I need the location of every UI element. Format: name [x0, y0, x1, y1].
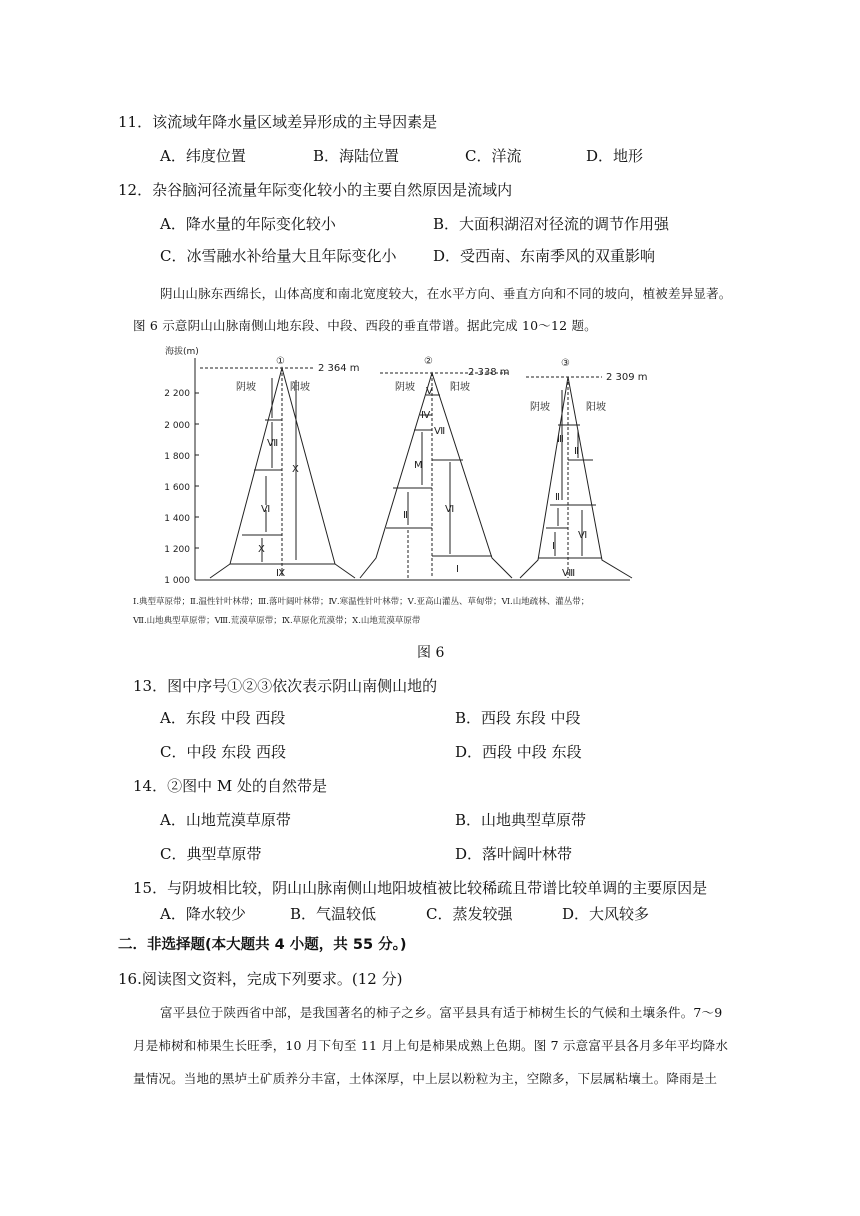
mountain-3-id: ③ — [561, 358, 570, 369]
q13-option-a: A．东段 中段 西段 — [160, 709, 286, 727]
mountain-2-id: ② — [424, 356, 433, 367]
mountain-2-peak: 2 338 m — [468, 367, 510, 378]
q12-option-b: B．大面积湖沼对径流的调节作用强 — [433, 215, 670, 233]
q13-option-c: C．中段 东段 西段 — [160, 743, 287, 761]
mountain-1-sunny: 阳坡 — [290, 382, 310, 393]
q16-paragraph-line-1: 富平县位于陕西省中部，是我国著名的柿子之乡。富平县具有适于柿树生长的气候和土壤条件。7～9 — [160, 1005, 723, 1020]
q13-stem: 13．图中序号①②③依次表示阴山南侧山地的 — [133, 677, 438, 695]
intro-line-1: 阴山山脉东西绵长，山体高度和南北宽度较大，在水平方向、垂直方向和不同的坡向，植被差异显著。 — [160, 286, 732, 301]
m2-zone-label: Ⅴ — [426, 386, 433, 397]
mountain-2 — [360, 373, 512, 578]
q11-option-a: A．纬度位置 — [160, 147, 246, 165]
m2-zone-label: Ⅳ — [421, 410, 431, 421]
q14-option-a: A．山地荒漠草原带 — [160, 811, 291, 829]
m1-zone-label: Ⅹ — [292, 464, 299, 475]
m3-zone-label: Ⅱ — [574, 446, 579, 457]
q11-stem: 11．该流域年降水量区域差异形成的主导因素是 — [118, 113, 438, 131]
y-tick-1600: 1 600 — [164, 483, 190, 493]
mountain-3-sunny: 阳坡 — [586, 402, 606, 413]
m2-zone-label: M — [414, 460, 423, 471]
m1-zone-label: Ⅵ — [261, 504, 271, 515]
y-tick-2200: 2 200 — [164, 389, 190, 399]
y-tick-1800: 1 800 — [164, 452, 190, 462]
q15-option-a: A．降水较少 — [160, 905, 246, 923]
m3-zone-label: Ⅵ — [578, 530, 588, 541]
m3-zone-label: Ⅷ — [562, 568, 576, 579]
y-tick-1400: 1 400 — [164, 514, 190, 524]
figure-legend-line-2: Ⅶ.山地典型草原带；Ⅷ.荒漠草原带；Ⅸ.草原化荒漠带；Ⅹ.山地荒漠草原带 — [133, 616, 421, 626]
q12-option-a: A．降水量的年际变化较小 — [160, 215, 336, 233]
q11-option-d: D．地形 — [586, 147, 644, 165]
m2-zone-label: Ⅱ — [403, 510, 408, 521]
m3-zone-label: Ⅲ — [557, 434, 564, 445]
m2-zone-label: Ⅶ — [434, 426, 446, 437]
q16-paragraph-line-2: 月是柿树和柿果生长旺季，10 月下旬至 11 月上旬是柿果成熟上色期。图 7 示意富平县各月多年平均降水 — [133, 1038, 729, 1053]
q12-option-c: C．冰雪融水补给量大且年际变化小 — [160, 247, 397, 265]
vertical-zonation-figure — [150, 340, 650, 590]
m2-zone-label: Ⅰ — [456, 564, 459, 575]
q14-stem: 14．②图中 M 处的自然带是 — [133, 777, 327, 795]
mountain-1-peak: 2 364 m — [318, 363, 360, 374]
y-tick-1200: 1 200 — [164, 545, 190, 555]
mountain-1-id: ① — [276, 356, 285, 367]
mountain-2-sunny: 阳坡 — [450, 382, 470, 393]
figure-caption: 图 6 — [417, 645, 445, 661]
mountain-1-shady: 阴坡 — [236, 382, 256, 393]
q14-option-b: B．山地典型草原带 — [455, 811, 587, 829]
y-axis-title: 海拔(m) — [165, 347, 199, 357]
q11-option-b: B．海陆位置 — [313, 147, 400, 165]
q14-option-d: D．落叶阔叶林带 — [455, 845, 573, 863]
intro-line-2: 图 6 示意阴山山脉南侧山地东段、中段、西段的垂直带谱。据此完成 10～12 题。 — [133, 318, 597, 333]
q15-option-c: C．蒸发较强 — [426, 905, 513, 923]
mountain-3-shady: 阴坡 — [530, 402, 550, 413]
mountain-3-peak: 2 309 m — [606, 372, 648, 383]
m1-zone-label: Ⅹ — [258, 544, 265, 555]
q16-paragraph-line-3: 量情况。当地的黑垆土矿质养分丰富，土体深厚，中上层以粉粒为主，空隙多，下层属粘壤土。降雨是土 — [133, 1071, 718, 1086]
section-2-title: 二．非选择题(本大题共 4 小题，共 55 分。) — [118, 937, 407, 953]
mountain-2-shady: 阴坡 — [395, 382, 415, 393]
mountain-1 — [200, 368, 355, 578]
q13-option-b: B．西段 东段 中段 — [455, 709, 581, 727]
y-tick-2000: 2 000 — [164, 421, 190, 431]
q13-option-d: D．西段 中段 东段 — [455, 743, 582, 761]
q15-option-b: B．气温较低 — [290, 905, 377, 923]
q12-option-d: D．受西南、东南季风的双重影响 — [433, 247, 656, 265]
m1-zone-label: Ⅶ — [267, 438, 279, 449]
q12-stem: 12．杂谷脑河径流量年际变化较小的主要自然原因是流域内 — [118, 181, 513, 199]
q11-option-c: C．洋流 — [465, 147, 522, 165]
m3-zone-label: Ⅱ — [555, 492, 560, 503]
q15-stem: 15．与阴坡相比较，阴山山脉南侧山地阳坡植被比较稀疏且带谱比较单调的主要原因是 — [133, 879, 708, 897]
m2-zone-label: Ⅵ — [445, 504, 455, 515]
q16-stem: 16.阅读图文资料，完成下列要求。(12 分) — [118, 970, 403, 988]
m1-zone-label: Ⅸ — [276, 568, 286, 579]
y-tick-1000: 1 000 — [164, 576, 190, 586]
q15-option-d: D．大风较多 — [562, 905, 650, 923]
figure-legend-line-1: Ⅰ.典型草原带；Ⅱ.温性针叶林带；Ⅲ.落叶阔叶林带；Ⅳ.寒温性针叶林带；Ⅴ.亚高山灌丛、草甸带；Ⅵ.山地疏林、灌丛带； — [133, 597, 590, 607]
q14-option-c: C．典型草原带 — [160, 845, 262, 863]
m3-zone-label: Ⅰ — [552, 541, 555, 552]
